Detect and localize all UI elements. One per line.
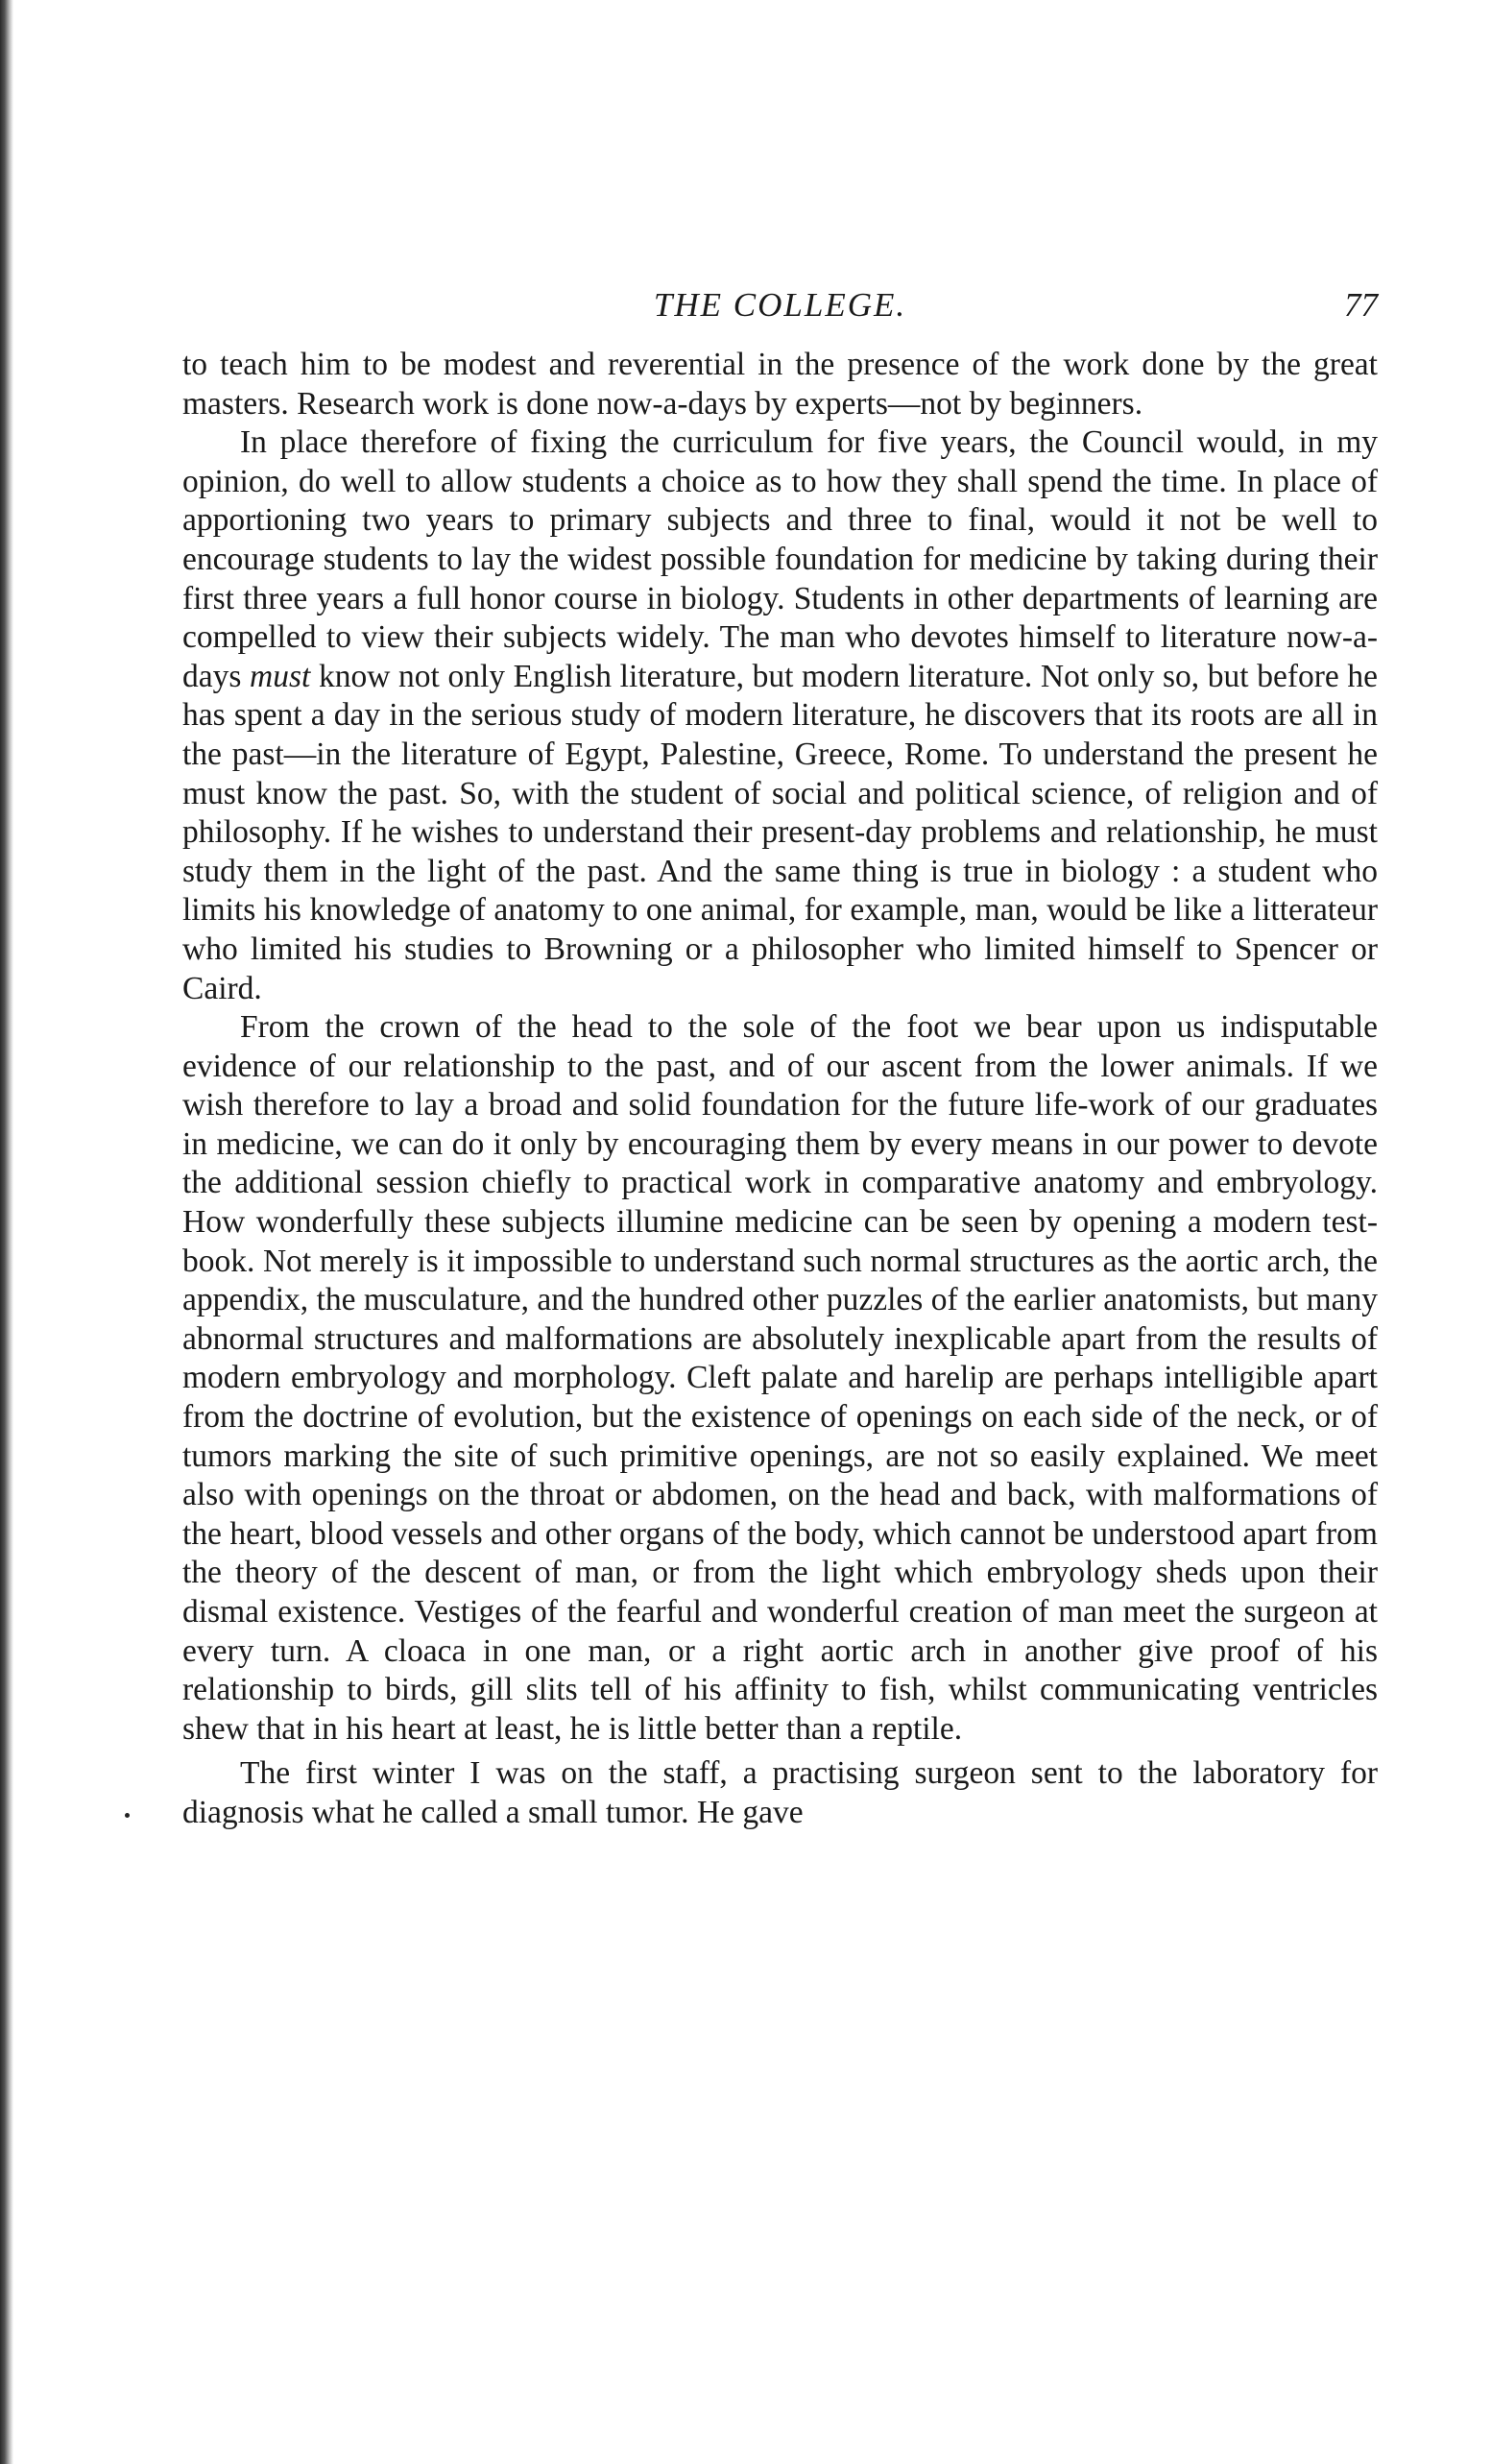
page-number: 77	[1344, 286, 1378, 324]
body-text	[182, 346, 1378, 1833]
book-page	[182, 278, 1378, 1833]
running-head	[182, 278, 1378, 346]
page-binding-edge	[0, 0, 13, 2464]
paragraph-first-winter: The first winter I was on the staff, a practising surgeon sent to the laboratory for diagnosis what he called a small tumor. He gave	[182, 1755, 1378, 1830]
print-speck	[125, 1813, 130, 1818]
paragraph-curriculum: In place therefore of fixing the curriculum for five years, the Council would, in my opinion, do well to allow students a choice as to how they shall spend the time. In place of apportioning two years to primary subjects and three to final, would it not be well to encourage students to lay the widest possible foundation for medicine by taking during their first three years a full honor course in biology. Students in other departments of learning are compelled to view their subjects widely. The man who devotes himself to literature now-a-days must know not only English literature, but modern literature. Not only so, but before he has spent a day in the serious study of modern literature, he discovers that its roots are all in the past—in the literature of Egypt, Palestine, Greece, Rome. To understand the present he must know the past. So, with the student of social and political science, of religion and of philosophy. If he wishes to understand their present-day problems and relationship, he must study them in the light of the past. And the same thing is true in biology : a student who limits his knowledge of anatomy to one animal, for example, man, would be like a litterateur who limited his studies to Browning or a philosopher who limited himself to Spencer or Caird.	[182, 424, 1378, 1006]
paragraph-evidence: From the crown of the head to the sole of the foot we bear upon us indisputable evidence of our relationship to the past, and of our ascent from the lower animals. If we wish therefore to lay a broad and solid foundation for the future life-work of our graduates in medicine, we can do it only by encouraging them by every means in our power to devote the additional session chiefly to practical work in comparative anatomy and embryology. How wonderfully these subjects illumine medicine can be seen by opening a modern test-book. Not merely is it impossible to understand such normal structures as the aortic arch, the appendix, the musculature, and the hundred other puzzles of the earlier anatomists, but many abnormal structures and malformations are absolutely inexplicable apart from the results of modern embryology and morphology. Cleft palate and harelip are perhaps intelligible apart from the doctrine of evolution, but the existence of openings on each side of the neck, or of tumors marking the site of such primitive openings, are not so easily explained. We meet also with openings on the throat or abdomen, on the head and back, with malformations of the heart, blood vessels and other organs of the body, which cannot be understood apart from the theory of the descent of man, or from the light which embryology sheds upon their dismal existence. Vestiges of the fearful and wonderful creation of man meet the surgeon at every turn. A cloaca in one man, or a right aortic arch in another give proof of his relationship to birds, gill slits tell of his affinity to fish, whilst communicating ventricles shew that in his heart at least, he is little better than a reptile.	[182, 1009, 1378, 1747]
running-title: THE COLLEGE.	[653, 286, 907, 324]
emphasis-must: must	[250, 658, 311, 694]
paragraph-continued: to teach him to be modest and reverential in the presence of the work done by the great masters. Research work is done now-a-days by experts—not by beginners.	[182, 347, 1378, 422]
